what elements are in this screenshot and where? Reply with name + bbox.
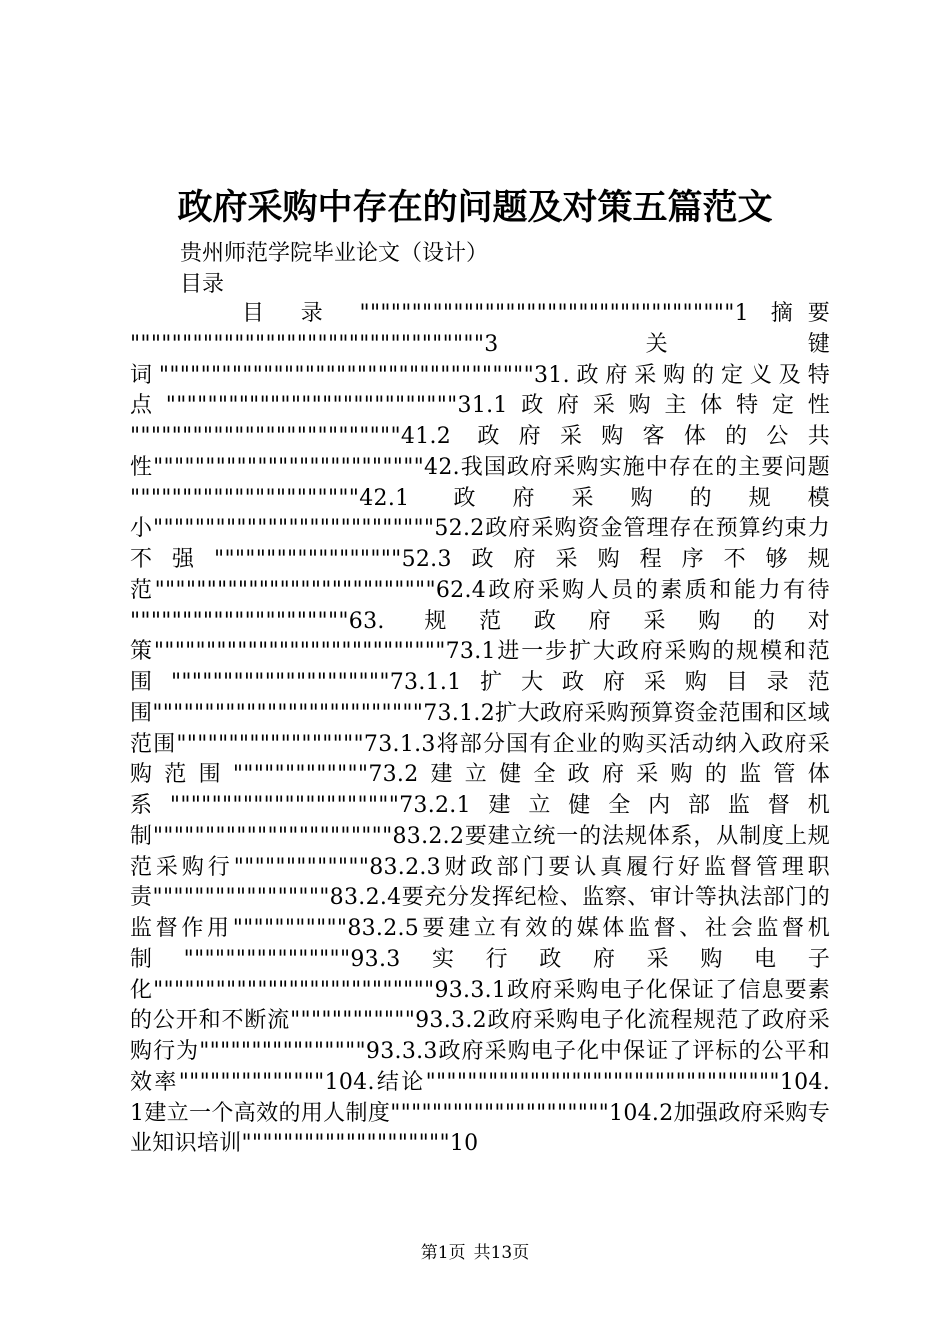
page-footer — [0, 1241, 950, 1265]
document-subtitle: 贵州师范学院毕业论文（设计） — [180, 241, 489, 266]
table-of-contents-text: 目 录 """"""""""""""""""""""""""""""""""""1 摘要 """"""""""""""""""""""""""""""""""3 关键词""""""""""""""""""""""""""""""""""""31.政府采购的定义及特点""""""""""""""""""""""""""""31.1政府采购主体特定性 """"""""""""""""""""""""""41.2 政府采购客体的公共性""""""""""""""""""""""""""42.我国政府采购实施中存在的主要问题 """"""""""""""""""""""42.1 政府采购的规模小"""""""""""""""""""""""""""52.2政府采购资金管理存在预算约束力不强""""""""""""""""""52.3政府采购程序不够规范"""""""""""""""""""""""""""62.4政府采购人员的素质和能力有待 """""""""""""""""""""63. 规范政府采购的对策""""""""""""""""""""""""""""73.1进一步扩大政府采购的规模和范围"""""""""""""""""""""73.1.1扩大政府采购目录范围""""""""""""""""""""""""""73.1.2扩大政府采购预算资金范围和区域范围""""""""""""""""""73.1.3将部分国有企业的购买活动纳入政府采购范围"""""""""""""73.2建立健全政府采购的监管体系""""""""""""""""""""""73.2.1建立健全内部监督机制"""""""""""""""""""""""83.2.2要建立统一的法规体系，从制度上规范采购行"""""""""""""83.2.3财政部门要认真履行好监督管理职责"""""""""""""""""83.2.4要充分发挥纪检、监察、审计等执法部门的监督作用"""""""""""83.2.5要建立有效的媒体监督、社会监督机制""""""""""""""""93.3实行政府采购电子化"""""""""""""""""""""""""""93.3.1政府采购电子化保证了信息要素的公开和不断流""""""""""""93.3.2政府采购电子化流程规范了政府采购行为""""""""""""""""93.3.3政府采购电子化中保证了评标的公平和效率""""""""""""""104.结论""""""""""""""""""""""""""""""""""104.1建立一个高效的用人制度"""""""""""""""""""""104.2加强政府采购专业知识培训""""""""""""""""""""10 — [130, 301, 830, 1157]
page-number: 第1页 — [420, 1243, 466, 1263]
page-total: 共13页 — [473, 1243, 530, 1263]
toc-heading: 目录 — [180, 272, 225, 297]
document-title: 政府采购中存在的问题及对策五篇范文 — [177, 187, 773, 228]
